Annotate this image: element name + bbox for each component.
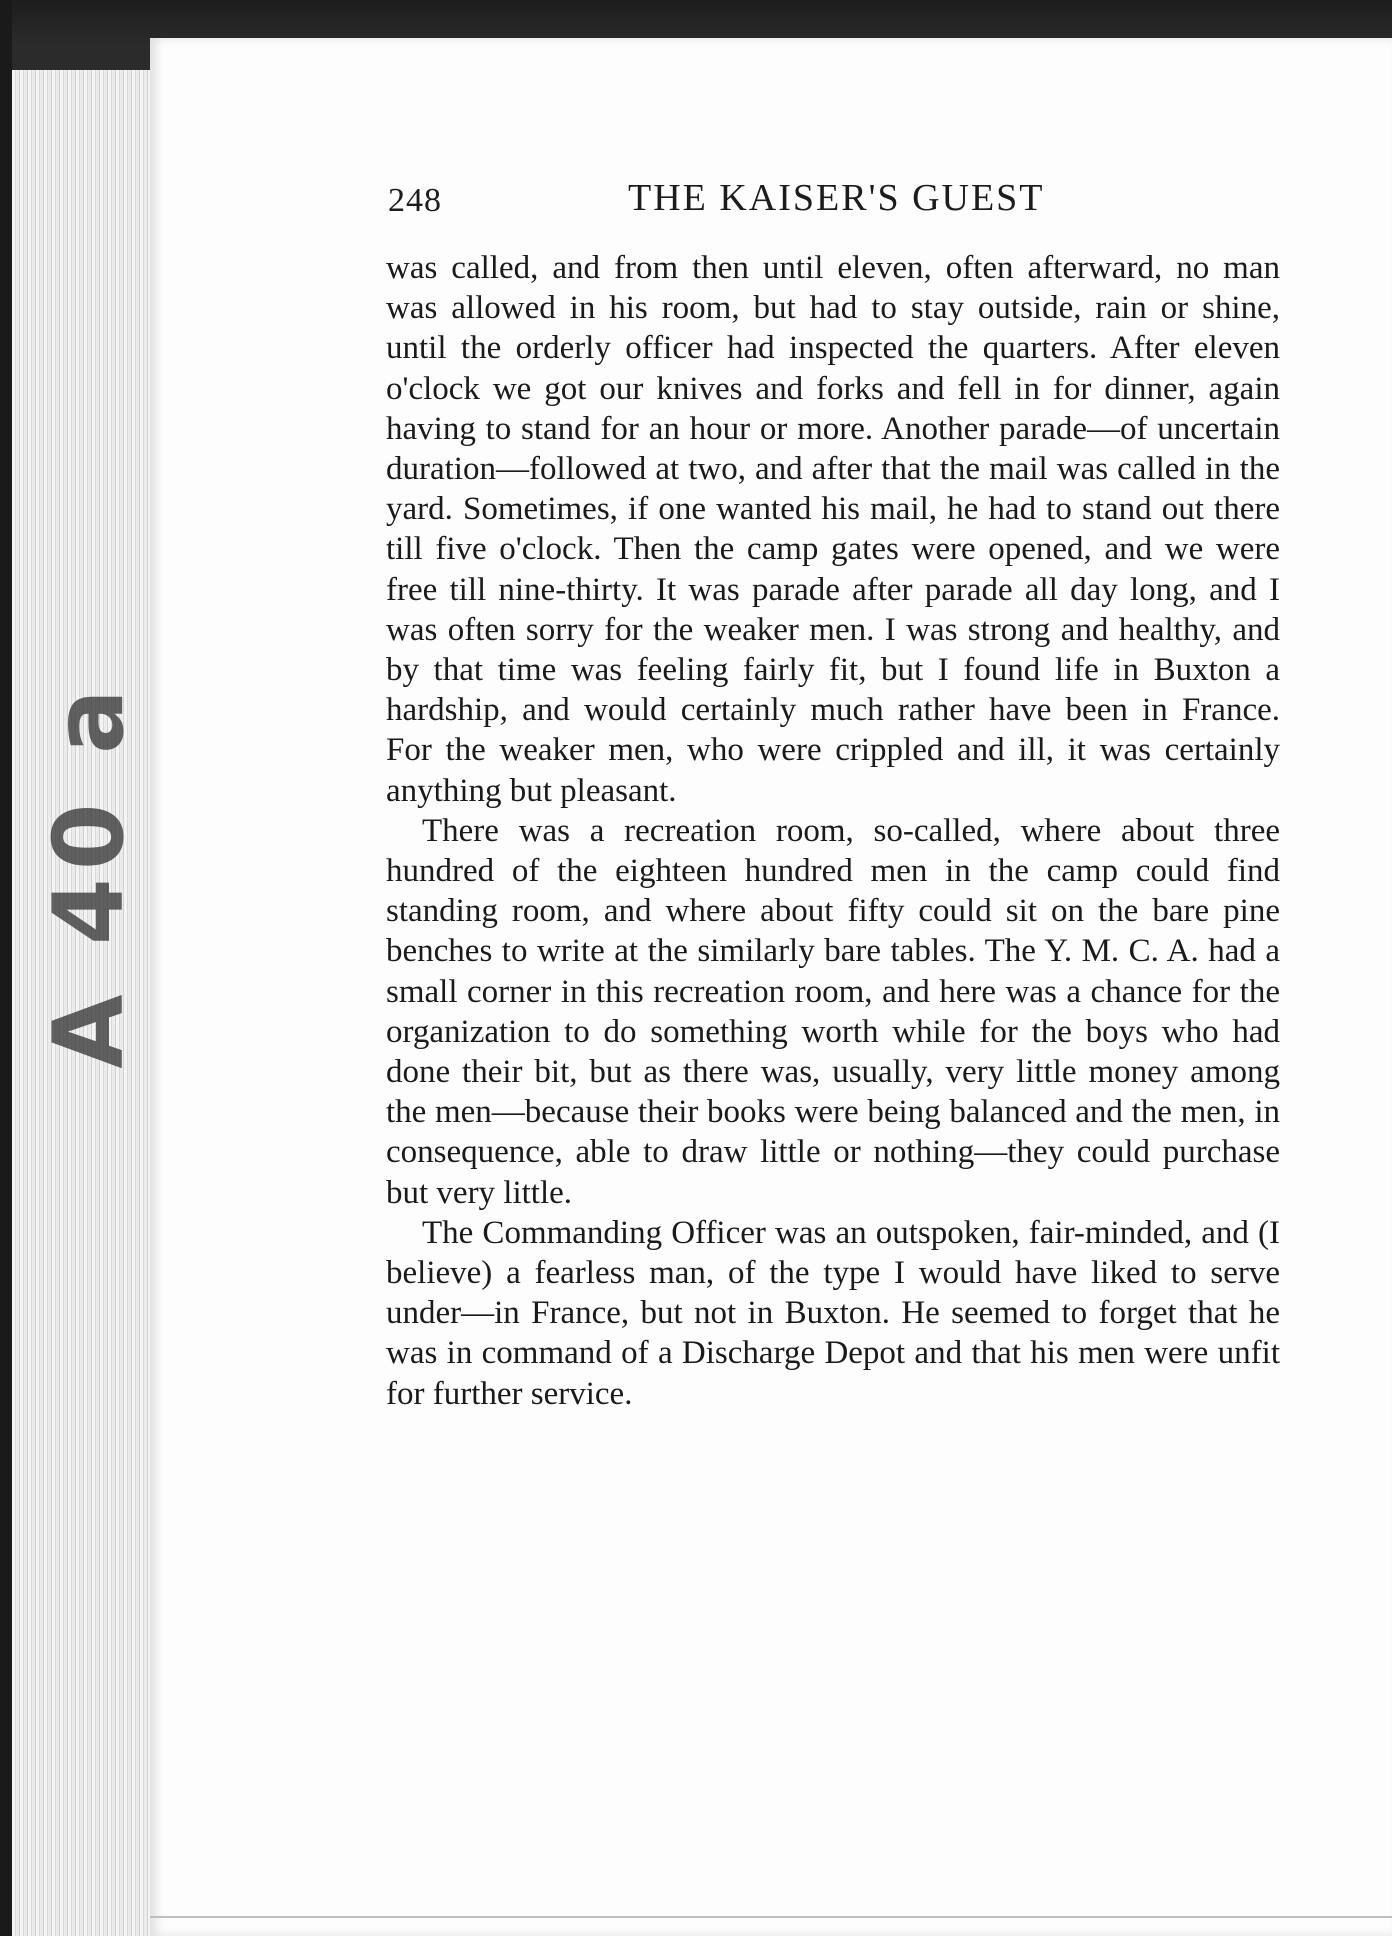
running-title: THE KAISER'S GUEST [628,177,1045,219]
page-number: 248 [388,182,442,219]
paragraph-2: There was a recreation room, so-called, where about three hundred of the eighteen hundred men in the camp could find standing room, and where about fifty could sit on the bare pine benches to write at the similarly bare tables. The Y. M. C. A. had a small corner in this recreation room, and here was a chance for the organization to do something worth while for the boys who had done their bit, but as there was, usually, very little money among the men—because their books were being balanced and the men, in consequence, able to draw little or nothing—they could purchase but very little. [386,812,1280,1211]
paragraph-1: was called, and from then until eleven, often afterward, no man was allowed in his room, but had to stay outside, rain or shine, until the orderly officer had inspected the quarters. After eleven o'clock we got our knives and forks and fell in for dinner, again having to stand for an hour or more. Another parade—of uncertain duration—followed at two, and after that the mail was called in the yard. Sometimes, if one wanted his mail, he had to stand out there till five o'clock. Then the camp gates were opened, and we were free till nine-thirty. It was parade after parade all day long, and I was often sorry for the weaker men. I was strong and healthy, and by that time was feeling fairly fit, but I found life in Buxton a hardship, and would certainly much rather have been in France. For the weaker men, who were crippled and ill, it was certainly anything but pleasant. [386,250,1280,809]
body-text [386,248,1280,1414]
spine-stamp-text: A 40 a [33,681,146,1069]
page-header [388,176,1268,226]
page-bottom-edge [150,1916,1392,1918]
paragraph-3: The Commanding Officer was an outspoken, fair-minded, and (I believe) a fearless man, of the type I would have liked to serve under—in France, but not in Buxton. He seemed to forget that he was in command of a Discharge Depot and that his men were unfit for further service. [386,1214,1280,1412]
book-cover-edge [0,0,12,1936]
spine-stamp [33,640,146,1110]
